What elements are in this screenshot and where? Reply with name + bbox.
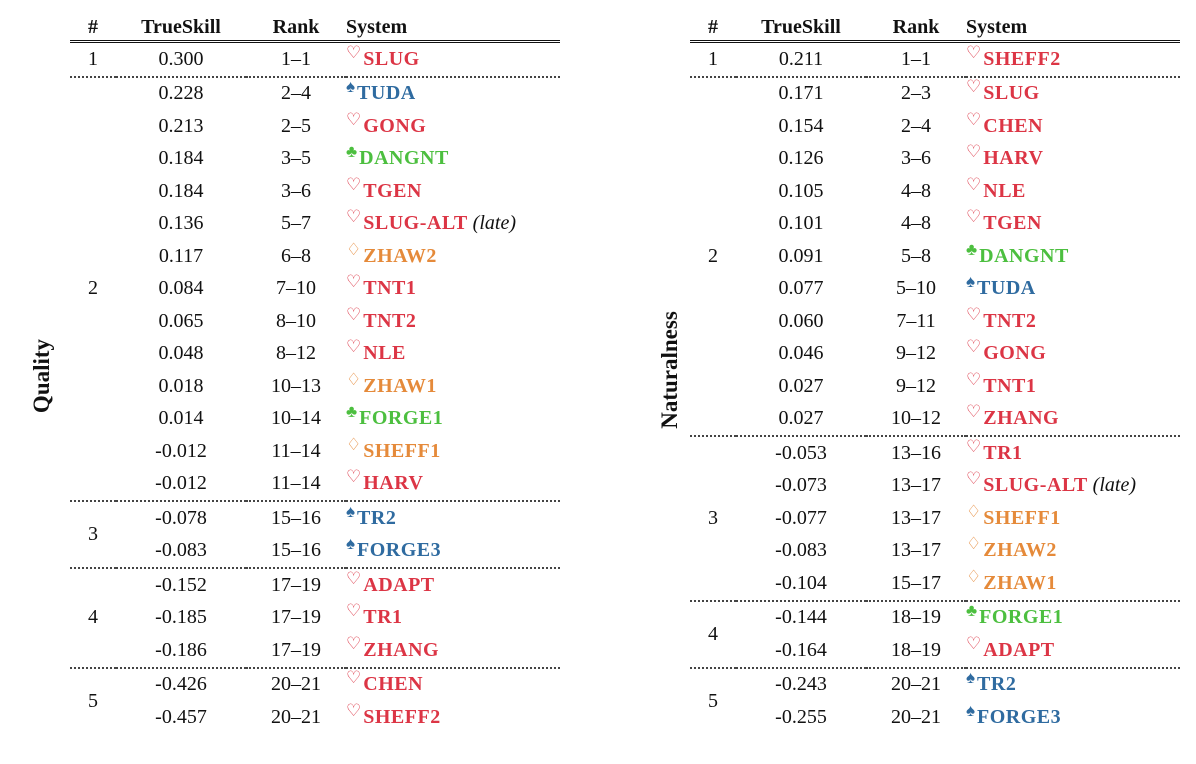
rank-range: 2–4 (901, 114, 931, 137)
rank-range: 2–4 (246, 77, 346, 111)
system-name: ZHAW1 (983, 571, 1057, 594)
system-cell (346, 403, 560, 436)
trueskill-score: 0.077 (778, 277, 824, 300)
rank-range: 17–19 (246, 568, 346, 602)
system-name: FORGE1 (979, 606, 1064, 629)
header-rank: Rank (892, 15, 940, 38)
trueskill-score: -0.077 (775, 506, 827, 529)
group-number: 3 (690, 436, 736, 601)
table-row (690, 502, 1180, 535)
system-cell (346, 701, 560, 734)
rank-range: 18–19 (891, 638, 941, 661)
system-cell (346, 668, 560, 702)
trueskill-score: -0.152 (116, 568, 246, 602)
table-row (690, 668, 1180, 702)
table-row (70, 143, 560, 176)
trueskill-score: 0.154 (778, 114, 824, 137)
rank-range: 3–6 (901, 147, 931, 170)
system-name: SHEFF1 (363, 439, 441, 462)
table-row (690, 338, 1180, 371)
system-name: TUDA (357, 82, 416, 105)
heart-icon: ♡ (966, 42, 982, 62)
table-row (70, 568, 560, 602)
table-row (690, 273, 1180, 306)
quality-ranking-table (70, 14, 560, 734)
system-name: SLUG (363, 47, 420, 70)
system-cell (966, 77, 1180, 111)
system-name: SHEFF1 (983, 506, 1061, 529)
table-row (70, 403, 560, 436)
table-row (690, 240, 1180, 273)
table-row (690, 208, 1180, 241)
trueskill-score: 0.136 (158, 212, 204, 235)
system-cell (966, 634, 1180, 668)
trueskill-score: 0.027 (778, 374, 824, 397)
trueskill-score: 0.171 (736, 77, 866, 111)
late-note: (late) (472, 212, 516, 235)
trueskill-score: -0.457 (155, 705, 207, 728)
header-num: # (708, 15, 718, 38)
system-name: SHEFF2 (983, 47, 1061, 70)
table-row (70, 602, 560, 635)
system-name: GONG (983, 342, 1047, 365)
spade-icon: ♠ (966, 668, 976, 688)
system-name: SLUG (983, 82, 1040, 105)
system-name: TGEN (983, 212, 1042, 235)
spade-icon: ♠ (346, 77, 356, 97)
heart-icon: ♡ (966, 109, 982, 129)
system-cell (966, 42, 1180, 77)
system-cell (346, 143, 560, 176)
rank-range: 1–1 (281, 47, 311, 70)
trueskill-score: 0.184 (158, 179, 204, 202)
system-cell (966, 601, 1180, 635)
rank-range: 11–14 (271, 472, 321, 495)
table-row (690, 403, 1180, 437)
table-row (690, 634, 1180, 668)
heart-icon: ♡ (346, 42, 362, 62)
heart-icon: ♡ (966, 304, 982, 324)
heart-icon: ♡ (346, 174, 362, 194)
table-row (690, 601, 1180, 635)
heart-icon: ♡ (966, 337, 982, 357)
heart-icon: ♡ (966, 369, 982, 389)
system-cell (346, 501, 560, 535)
heart-icon: ♡ (966, 469, 982, 489)
trueskill-score: -0.186 (155, 638, 207, 661)
table-row (70, 208, 560, 241)
header-system: System (346, 15, 408, 38)
system-cell (346, 602, 560, 635)
system-name: TR1 (363, 606, 403, 629)
system-cell (966, 502, 1180, 535)
table-row (690, 436, 1180, 470)
heart-icon: ♡ (346, 207, 362, 227)
system-name: GONG (363, 114, 427, 137)
system-name: FORGE3 (977, 705, 1062, 728)
table-row (690, 470, 1180, 503)
trueskill-score: -0.255 (775, 705, 827, 728)
system-name: TNT1 (363, 277, 417, 300)
system-name: DANGNT (979, 244, 1069, 267)
trueskill-score: 0.014 (158, 407, 204, 430)
group-number: 5 (70, 668, 116, 734)
club-icon: ♣ (346, 142, 358, 162)
system-name: TNT1 (983, 374, 1037, 397)
heart-icon: ♡ (966, 402, 982, 422)
system-cell (346, 634, 560, 668)
system-name: ZHAW2 (363, 244, 437, 267)
trueskill-score: -0.012 (155, 439, 207, 462)
trueskill-score: 0.211 (778, 47, 824, 70)
group-number: 1 (88, 47, 98, 70)
late-note: (late) (1092, 474, 1136, 497)
rank-range: 20–21 (246, 668, 346, 702)
system-cell (966, 338, 1180, 371)
trueskill-score: 0.300 (158, 47, 204, 70)
system-name: ADAPT (983, 638, 1055, 661)
spade-icon: ♠ (966, 272, 976, 292)
table-row (70, 42, 560, 77)
table-row (690, 370, 1180, 403)
heart-icon: ♡ (346, 668, 362, 688)
system-name: TR1 (983, 441, 1023, 464)
system-name: ADAPT (363, 573, 435, 596)
diamond-icon: ♢ (346, 434, 362, 454)
system-name: FORGE1 (359, 407, 444, 430)
heart-icon: ♡ (346, 109, 362, 129)
rank-range: 17–19 (271, 606, 321, 629)
club-icon: ♣ (966, 239, 978, 259)
rank-range: 10–14 (271, 407, 321, 430)
trueskill-score: 0.126 (778, 147, 824, 170)
system-name: CHEN (363, 673, 424, 696)
table-row (70, 77, 560, 111)
heart-icon: ♡ (346, 700, 362, 720)
table-header-row (70, 14, 560, 42)
system-cell (346, 468, 560, 502)
spade-icon: ♠ (346, 501, 356, 521)
system-cell (966, 370, 1180, 403)
rank-range: 20–21 (271, 705, 321, 728)
naturalness-panel (620, 0, 1196, 764)
system-cell (966, 567, 1180, 601)
heart-icon: ♡ (346, 601, 362, 621)
trueskill-score: 0.091 (778, 244, 824, 267)
trueskill-score: -0.164 (775, 638, 827, 661)
table-row (690, 77, 1180, 111)
trueskill-score: -0.078 (116, 501, 246, 535)
table-row (70, 535, 560, 569)
system-name: ZHAW2 (983, 539, 1057, 562)
diamond-icon: ♢ (966, 534, 982, 554)
system-name: NLE (983, 179, 1026, 202)
table-row (70, 175, 560, 208)
rank-range: 15–16 (271, 539, 321, 562)
table-row (70, 338, 560, 371)
group-number: 3 (70, 501, 116, 568)
header-system: System (966, 15, 1028, 38)
heart-icon: ♡ (966, 77, 982, 97)
system-cell (346, 305, 560, 338)
heart-icon: ♡ (966, 633, 982, 653)
system-cell (966, 436, 1180, 470)
group-number: 1 (708, 47, 718, 70)
rank-range: 7–11 (896, 309, 936, 332)
system-cell (346, 568, 560, 602)
table-row (690, 110, 1180, 143)
system-cell (966, 273, 1180, 306)
rank-range: 3–6 (281, 179, 311, 202)
trueskill-score: -0.104 (775, 571, 827, 594)
rank-range: 11–14 (271, 439, 321, 462)
system-cell (346, 338, 560, 371)
rank-range: 2–5 (281, 114, 311, 137)
rank-range: 4–8 (901, 179, 931, 202)
trueskill-score: 0.065 (158, 309, 204, 332)
table-row (690, 567, 1180, 601)
system-cell (966, 175, 1180, 208)
system-name: HARV (363, 472, 424, 495)
rank-range: 3–5 (281, 147, 311, 170)
heart-icon: ♡ (966, 207, 982, 227)
rank-range: 7–10 (276, 277, 316, 300)
header-trueskill: TrueSkill (141, 15, 221, 38)
rank-range: 9–12 (896, 342, 936, 365)
group-number: 4 (70, 568, 116, 668)
system-cell (966, 240, 1180, 273)
system-cell (966, 110, 1180, 143)
table-row (70, 634, 560, 668)
diamond-icon: ♢ (966, 501, 982, 521)
system-cell (966, 208, 1180, 241)
system-name: TNT2 (363, 309, 417, 332)
heart-icon: ♡ (346, 337, 362, 357)
trueskill-score: 0.060 (778, 309, 824, 332)
panel-label-naturalness: Naturalness (657, 311, 682, 429)
rank-range: 5–7 (281, 212, 311, 235)
table-row (690, 42, 1180, 77)
rank-range: 8–10 (276, 309, 316, 332)
system-name: TR2 (357, 506, 397, 529)
quality-panel (0, 0, 580, 764)
trueskill-score: -0.083 (775, 539, 827, 562)
system-cell (966, 143, 1180, 176)
trueskill-score: 0.027 (778, 407, 824, 430)
rank-range: 9–12 (896, 374, 936, 397)
rank-range: 4–8 (901, 212, 931, 235)
trueskill-score: 0.228 (116, 77, 246, 111)
system-name: FORGE3 (357, 539, 442, 562)
rank-range: 20–21 (891, 705, 941, 728)
trueskill-score: 0.184 (158, 147, 204, 170)
system-cell (346, 535, 560, 569)
table-header-row (690, 14, 1180, 42)
table-row (70, 273, 560, 306)
system-cell (966, 403, 1180, 437)
group-number: 2 (70, 77, 116, 502)
rank-range: 10–13 (271, 374, 321, 397)
rank-range: 15–17 (891, 571, 941, 594)
system-name: SLUG-ALT (363, 212, 468, 235)
spade-icon: ♠ (346, 534, 356, 554)
heart-icon: ♡ (966, 174, 982, 194)
system-cell (966, 535, 1180, 568)
system-name: ZHANG (363, 638, 440, 661)
rank-range: 1–1 (901, 47, 931, 70)
table-row (690, 701, 1180, 734)
trueskill-score: 0.117 (158, 244, 204, 267)
system-cell (966, 470, 1180, 503)
diamond-icon: ♢ (346, 369, 362, 389)
table-row (70, 370, 560, 403)
trueskill-score: -0.185 (155, 606, 207, 629)
trueskill-score: 0.213 (158, 114, 204, 137)
trueskill-score: 0.048 (158, 342, 204, 365)
system-cell (346, 435, 560, 468)
trueskill-score: -0.426 (116, 668, 246, 702)
table-row (70, 240, 560, 273)
trueskill-score: -0.083 (155, 539, 207, 562)
heart-icon: ♡ (346, 633, 362, 653)
trueskill-score: 0.018 (158, 374, 204, 397)
diamond-icon: ♢ (346, 239, 362, 259)
system-name: ZHAW1 (363, 374, 437, 397)
system-name: TUDA (977, 277, 1036, 300)
table-row (690, 143, 1180, 176)
rank-range: 5–8 (901, 244, 931, 267)
rank-range: 13–17 (891, 474, 941, 497)
system-cell (966, 701, 1180, 734)
rank-range: 6–8 (281, 244, 311, 267)
system-cell (346, 175, 560, 208)
system-cell (346, 370, 560, 403)
system-name: TGEN (363, 179, 422, 202)
group-number: 2 (690, 77, 736, 437)
system-cell (346, 42, 560, 77)
system-name: TR2 (977, 673, 1017, 696)
table-row (690, 305, 1180, 338)
table-row (70, 305, 560, 338)
system-name: SLUG-ALT (983, 474, 1088, 497)
table-row (70, 110, 560, 143)
table-row (690, 175, 1180, 208)
system-cell (966, 305, 1180, 338)
rank-range: 18–19 (866, 601, 966, 635)
system-cell (346, 77, 560, 111)
panel-label-quality: Quality (29, 338, 54, 414)
group-number: 4 (690, 601, 736, 668)
trueskill-score: 0.105 (778, 179, 824, 202)
trueskill-score: -0.012 (155, 472, 207, 495)
trueskill-score: -0.243 (736, 668, 866, 702)
table-row (70, 501, 560, 535)
system-cell (346, 208, 560, 241)
rank-range: 13–17 (891, 506, 941, 529)
spade-icon: ♠ (966, 700, 976, 720)
heart-icon: ♡ (346, 304, 362, 324)
table-row (690, 535, 1180, 568)
heart-icon: ♡ (346, 467, 362, 487)
rank-range: 20–21 (866, 668, 966, 702)
table-row (70, 701, 560, 734)
system-name: HARV (983, 147, 1044, 170)
table-row (70, 435, 560, 468)
trueskill-score: 0.084 (158, 277, 204, 300)
trueskill-score: 0.101 (778, 212, 824, 235)
system-name: NLE (363, 342, 406, 365)
trueskill-score: -0.144 (736, 601, 866, 635)
system-cell (346, 110, 560, 143)
heart-icon: ♡ (966, 436, 982, 456)
rank-range: 8–12 (276, 342, 316, 365)
group-number: 5 (690, 668, 736, 734)
heart-icon: ♡ (346, 568, 362, 588)
header-rank: Rank (272, 15, 320, 38)
system-name: SHEFF2 (363, 705, 441, 728)
naturalness-ranking-table (690, 14, 1180, 734)
rank-range: 13–17 (891, 539, 941, 562)
table-row (70, 468, 560, 502)
system-cell (346, 273, 560, 306)
table-row (70, 668, 560, 702)
rank-range: 13–16 (866, 436, 966, 470)
rank-range: 5–10 (896, 277, 936, 300)
diamond-icon: ♢ (966, 566, 982, 586)
trueskill-score: -0.073 (775, 474, 827, 497)
system-name: TNT2 (983, 309, 1037, 332)
header-trueskill: TrueSkill (761, 15, 841, 38)
header-num: # (88, 15, 98, 38)
system-cell (966, 668, 1180, 702)
system-cell (346, 240, 560, 273)
rank-range: 15–16 (246, 501, 346, 535)
club-icon: ♣ (346, 402, 358, 422)
system-name: CHEN (983, 114, 1044, 137)
trueskill-score: -0.053 (736, 436, 866, 470)
trueskill-score: 0.046 (778, 342, 824, 365)
system-name: DANGNT (359, 147, 449, 170)
heart-icon: ♡ (966, 142, 982, 162)
rank-range: 2–3 (866, 77, 966, 111)
heart-icon: ♡ (346, 272, 362, 292)
club-icon: ♣ (966, 601, 978, 621)
system-name: ZHANG (983, 407, 1060, 430)
rank-range: 17–19 (271, 638, 321, 661)
rank-range: 10–12 (891, 407, 941, 430)
